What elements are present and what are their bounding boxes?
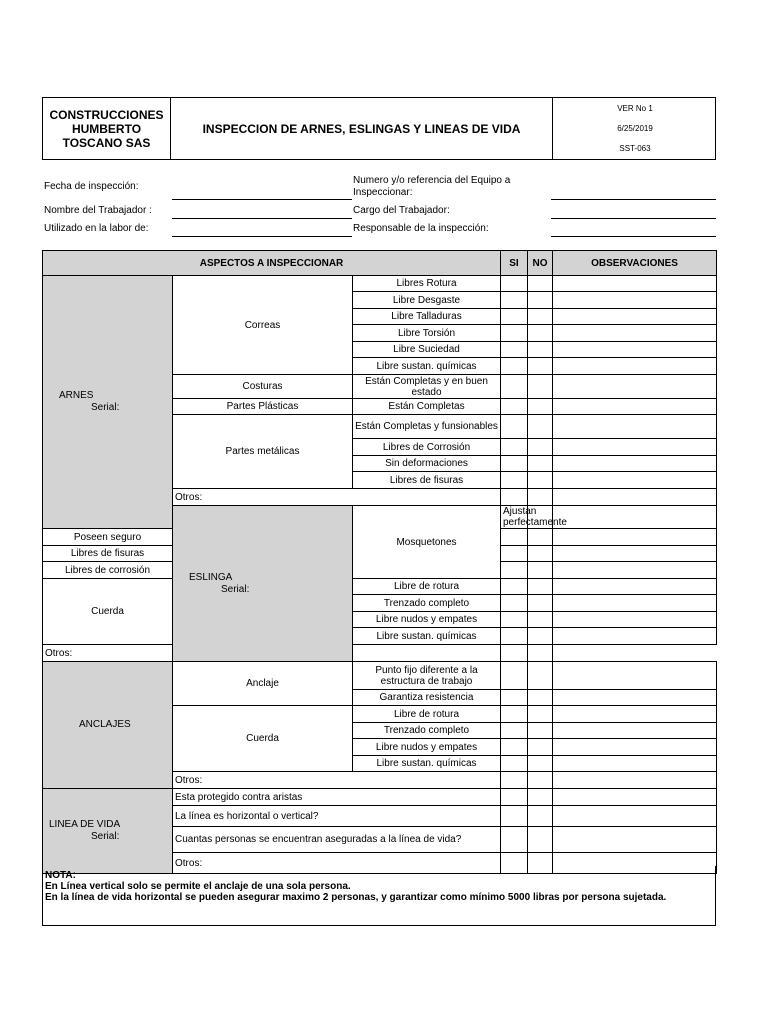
observation-cell[interactable] (553, 358, 717, 375)
yes-checkbox[interactable] (501, 612, 528, 628)
no-checkbox[interactable] (528, 415, 553, 439)
no-checkbox[interactable] (528, 358, 553, 375)
check-item: Punto fijo diferente a la estructura de trabajo (353, 662, 501, 690)
yes-checkbox[interactable] (501, 806, 528, 827)
yes-checkbox[interactable] (501, 789, 528, 806)
notes-box (42, 866, 716, 926)
observation-cell[interactable] (553, 739, 717, 756)
aspects-header: ASPECTOS A INSPECCIONAR (43, 251, 501, 276)
anclajes-cuerda-label: Cuerda (173, 706, 353, 772)
no-checkbox[interactable] (528, 529, 553, 546)
otros-label: Otros: (173, 772, 501, 789)
costuras-label: Costuras (173, 375, 353, 399)
observation-cell[interactable] (553, 806, 717, 827)
document-title: INSPECCION DE ARNES, ESLINGAS Y LINEAS DE VIDA (202, 122, 521, 136)
arnes-section (43, 276, 173, 529)
observation-cell[interactable] (553, 309, 717, 325)
company-name (43, 108, 170, 150)
observation-cell[interactable] (553, 723, 717, 739)
no-checkbox[interactable] (528, 706, 553, 723)
no-checkbox[interactable] (528, 342, 553, 358)
no-checkbox[interactable] (528, 756, 553, 772)
notes-title: NOTA: (45, 870, 76, 881)
correas-label: Correas (173, 276, 353, 375)
otros-label: Otros: (43, 645, 353, 662)
anclaje-label: Anclaje (173, 662, 353, 706)
observation-cell[interactable] (553, 375, 717, 399)
check-item: Libres de fisuras (43, 546, 173, 562)
yes-checkbox[interactable] (501, 579, 528, 595)
anclajes-label: ANCLAJES (79, 719, 131, 730)
check-item: Libre Suciedad (353, 342, 501, 358)
inspection-table (42, 250, 717, 874)
observations-header: OBSERVACIONES (553, 251, 717, 276)
observation-cell[interactable] (553, 628, 717, 645)
table-row (43, 789, 717, 806)
check-item: Libre sustan. químicas (353, 756, 501, 772)
check-item: La línea es horizontal o vertical? (173, 806, 501, 827)
observation-cell[interactable] (553, 456, 717, 472)
check-item: Esta protegido contra aristas (173, 789, 501, 806)
inspection-date-field[interactable] (172, 199, 352, 200)
version-number: VER No 1 (617, 104, 653, 113)
yes-checkbox[interactable] (501, 706, 528, 723)
plasticas-label: Partes Plásticas (173, 399, 353, 415)
no-checkbox[interactable] (528, 562, 553, 579)
check-item: Garantiza resistencia (353, 690, 501, 706)
check-item: Libre Torsión (353, 325, 501, 342)
yes-checkbox[interactable] (501, 276, 528, 292)
no-checkbox[interactable] (528, 472, 553, 489)
observation-cell[interactable] (553, 612, 717, 628)
table-row (43, 662, 717, 690)
otros-label: Otros: (173, 489, 501, 506)
eslinga-serial-label: Serial: (221, 583, 250, 595)
yes-header: SI (501, 251, 528, 276)
observation-cell[interactable] (553, 827, 717, 853)
linea-section (43, 789, 173, 874)
metalicas-label: Partes metálicas (173, 415, 353, 489)
observation-cell[interactable] (553, 706, 717, 723)
used-in-label: Utilizado en la labor de: (44, 223, 149, 234)
no-checkbox[interactable] (528, 806, 553, 827)
no-checkbox[interactable] (528, 789, 553, 806)
linea-label: LINEA DE VIDA (49, 819, 121, 830)
yes-checkbox[interactable] (501, 439, 528, 456)
notes-line: En Línea vertical solo se permite el anclaje de una sola persona. (45, 881, 351, 892)
notes-line: En la línea de vida horizontal se pueden asegurar maximo 2 personas, y garantizar como mínimo 5000 libras por persona sujetada. (45, 892, 667, 903)
no-checkbox[interactable] (528, 456, 553, 472)
yes-checkbox[interactable] (501, 529, 528, 546)
equipment-reference-field[interactable] (551, 199, 716, 200)
observation-cell[interactable] (553, 472, 717, 489)
table-header-row (43, 251, 717, 276)
yes-checkbox[interactable] (501, 772, 528, 789)
observation-cell[interactable] (553, 756, 717, 772)
observation-cell[interactable] (528, 645, 553, 662)
observation-cell[interactable] (553, 579, 717, 595)
check-item: Libre sustan. químicas (353, 358, 501, 375)
observation-cell[interactable] (553, 546, 717, 562)
no-checkbox[interactable] (528, 628, 553, 645)
mosquetones-label: Mosquetones (353, 506, 501, 579)
yes-checkbox[interactable] (501, 723, 528, 739)
yes-checkbox[interactable] (501, 827, 528, 853)
arnes-label: ARNES (59, 390, 94, 401)
observation-cell[interactable] (553, 439, 717, 456)
yes-checkbox[interactable] (501, 325, 528, 342)
observation-cell[interactable] (553, 325, 717, 342)
observation-cell[interactable] (553, 399, 717, 415)
no-checkbox[interactable] (528, 309, 553, 325)
no-checkbox[interactable] (528, 772, 553, 789)
observation-cell[interactable] (553, 789, 717, 806)
no-checkbox[interactable] (528, 325, 553, 342)
check-item: Están Completas y en buen estado (353, 375, 501, 399)
observation-cell[interactable] (553, 415, 717, 439)
check-item: Libre de rotura (353, 706, 501, 723)
no-checkbox[interactable] (528, 546, 553, 562)
no-checkbox[interactable] (528, 439, 553, 456)
check-item: Trenzado completo (353, 595, 501, 612)
table-row (43, 276, 717, 292)
yes-checkbox[interactable] (353, 645, 501, 662)
check-item: Trenzado completo (353, 723, 501, 739)
yes-checkbox[interactable] (501, 546, 528, 562)
no-checkbox[interactable] (528, 595, 553, 612)
document-header (42, 97, 716, 160)
yes-checkbox[interactable] (501, 342, 528, 358)
yes-checkbox[interactable] (501, 662, 528, 690)
no-checkbox[interactable] (528, 612, 553, 628)
table-row (43, 579, 717, 595)
no-checkbox[interactable] (528, 276, 553, 292)
check-item: Están Completas y funsionables (353, 415, 501, 439)
company-line: HUMBERTO (71, 122, 142, 136)
check-item: Libre Talladuras (353, 309, 501, 325)
linea-serial-label: Serial: (91, 831, 120, 842)
no-checkbox[interactable] (553, 506, 717, 529)
check-item: Libres Rotura (353, 276, 501, 292)
company-line: CONSTRUCCIONES (49, 108, 164, 122)
check-item: Libres de corrosión (43, 562, 173, 579)
observation-cell[interactable] (553, 276, 717, 292)
check-item: Libres de fisuras (353, 472, 501, 489)
worker-name-label: Nombre del Trabajador : (44, 205, 152, 216)
check-item: Están Completas (353, 399, 501, 415)
used-in-field[interactable] (172, 236, 352, 237)
no-checkbox[interactable] (501, 645, 528, 662)
yes-checkbox[interactable] (501, 690, 528, 706)
yes-checkbox[interactable] (501, 358, 528, 375)
worker-name-field[interactable] (172, 218, 352, 219)
otros-label: Otros: (173, 853, 501, 874)
equipment-reference-label: Numero y/o referencia del Equipo a Inspeccionar: (353, 175, 511, 198)
no-checkbox[interactable] (528, 739, 553, 756)
yes-checkbox[interactable] (501, 739, 528, 756)
check-item: Libre de rotura (353, 579, 501, 595)
check-item: Libre nudos y empates (353, 612, 501, 628)
eslinga-cuerda-label: Cuerda (43, 579, 173, 645)
yes-checkbox[interactable] (501, 309, 528, 325)
no-checkbox[interactable] (528, 723, 553, 739)
observation-cell[interactable] (553, 489, 717, 506)
no-checkbox[interactable] (528, 375, 553, 399)
yes-checkbox[interactable] (501, 489, 528, 506)
observation-cell[interactable] (553, 662, 717, 690)
no-checkbox[interactable] (528, 690, 553, 706)
check-item: Libre nudos y empates (353, 739, 501, 756)
inspection-date-label: Fecha de inspección: (44, 181, 139, 192)
arnes-serial-label: Serial: (91, 402, 120, 413)
no-checkbox[interactable] (528, 489, 553, 506)
document-code: SST-063 (619, 144, 651, 153)
anclajes-section (43, 662, 173, 789)
yes-checkbox[interactable] (501, 399, 528, 415)
yes-checkbox[interactable] (501, 375, 528, 399)
observation-cell[interactable] (553, 772, 717, 789)
company-line: TOSCANO SAS (62, 136, 151, 150)
observation-cell[interactable] (553, 595, 717, 612)
worker-position-label: Cargo del Trabajador: (353, 205, 450, 216)
inspection-responsible-field[interactable] (551, 236, 716, 237)
inspection-responsible-label: Responsable de la inspección: (353, 223, 489, 234)
yes-checkbox[interactable] (501, 415, 528, 439)
yes-checkbox[interactable] (501, 456, 528, 472)
observation-cell[interactable] (553, 562, 717, 579)
no-checkbox[interactable] (528, 292, 553, 309)
table-row (43, 645, 717, 662)
yes-checkbox[interactable] (501, 562, 528, 579)
check-item: Ajustan perfectamente (501, 506, 528, 529)
check-item: Libre sustan. químicas (353, 628, 501, 645)
no-header: NO (528, 251, 553, 276)
yes-checkbox[interactable] (501, 472, 528, 489)
no-checkbox[interactable] (528, 579, 553, 595)
eslinga-label: ESLINGA (189, 571, 233, 583)
yes-checkbox[interactable] (501, 628, 528, 645)
yes-checkbox[interactable] (501, 292, 528, 309)
worker-position-field[interactable] (551, 218, 716, 219)
document-date: 6/25/2019 (617, 124, 653, 133)
no-checkbox[interactable] (528, 827, 553, 853)
check-item: Cuantas personas se encuentran aseguradas a la línea de vida? (173, 827, 501, 853)
eslinga-section (173, 506, 353, 662)
check-item: Poseen seguro (43, 529, 173, 546)
observation-cell[interactable] (553, 342, 717, 358)
observation-cell[interactable] (553, 529, 717, 546)
observation-cell[interactable] (553, 690, 717, 706)
no-checkbox[interactable] (528, 399, 553, 415)
check-item: Libre Desgaste (353, 292, 501, 309)
observation-cell[interactable] (553, 292, 717, 309)
yes-checkbox[interactable] (501, 756, 528, 772)
no-checkbox[interactable] (528, 662, 553, 690)
check-item: Libres de Corrosión (353, 439, 501, 456)
yes-checkbox[interactable] (501, 595, 528, 612)
check-item: Sin deformaciones (353, 456, 501, 472)
